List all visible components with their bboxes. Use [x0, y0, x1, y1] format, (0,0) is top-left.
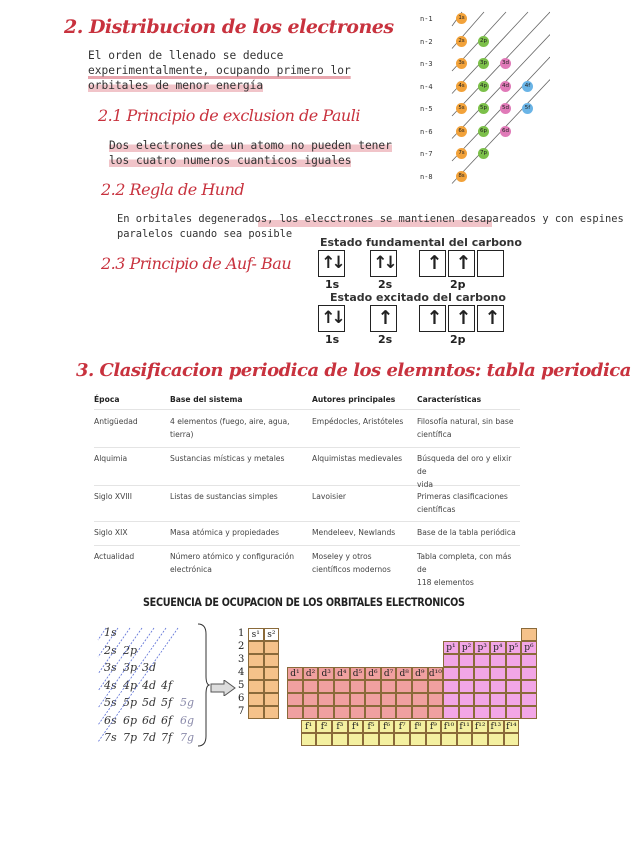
section2-title: 2. Distribucion de los electrones: [64, 16, 394, 38]
s-block-cell: [264, 654, 280, 667]
sequence-brace: [196, 622, 210, 748]
table-cell-line: Moseley y otros: [312, 552, 372, 561]
d-block-cell: [381, 706, 397, 719]
table-row: [94, 522, 520, 546]
p-block-cell: [443, 667, 459, 680]
period-number: 5: [238, 680, 245, 691]
p-block-cell: [506, 680, 522, 693]
table-cell-line: científicas: [417, 505, 456, 514]
table-header-cell: Época: [94, 395, 120, 404]
table-cell: [312, 526, 395, 539]
sequence-diagonal-arrow: [98, 628, 118, 657]
d-block-cell: [303, 680, 319, 693]
carbon-excited-title: Estado excitado del carbono: [330, 291, 506, 304]
table-cell: [94, 452, 127, 465]
table-cell-line: Listas de sustancias simples: [170, 492, 278, 501]
table-cell: [312, 490, 346, 503]
orbital-box: ↑: [370, 305, 397, 332]
d-block-cell: d¹⁰: [428, 669, 442, 679]
s-block-cell: [264, 641, 280, 654]
orbital-ball-4p: 4p: [478, 81, 489, 92]
table-header-cell: Autores principales: [312, 395, 396, 404]
table-cell-line: 118 elementos: [417, 578, 474, 587]
pauli-line: Dos electrones de un atomo no pueden tener: [109, 139, 392, 152]
orbital-ball-4f: 4f: [522, 81, 533, 92]
d-block-cell: [365, 680, 381, 693]
sequence-orbital-6d: 6d: [142, 713, 157, 727]
table-cell-line: Antigüedad: [94, 417, 138, 426]
f-block-cell: f⁴: [348, 720, 364, 733]
sequence-orbital-2p: 2p: [123, 643, 138, 657]
f-block-cell: f¹³: [488, 720, 504, 733]
orbital-box: ↑↓: [318, 250, 345, 277]
sequence-orbital-6g: 6g: [180, 713, 195, 727]
orbital-box: ↑: [448, 250, 475, 277]
d-block-cell: [287, 693, 303, 706]
orbital-label-2p: 2p: [450, 333, 466, 346]
p-block-cell: [506, 706, 522, 719]
p-block-cell: p⁵: [506, 641, 522, 654]
orbital-ball-3p: 3p: [478, 58, 489, 69]
s-block-cell: [248, 667, 264, 680]
f-block-cell: f³: [332, 720, 348, 733]
level-label: n-8: [420, 172, 433, 181]
sequence-diagonal-arrow: [98, 628, 178, 742]
table-cell-line: Búsqueda del oro y elixir de: [417, 454, 512, 476]
d-block-cell: [350, 693, 366, 706]
f-block-cell: [504, 733, 520, 746]
sequence-orbital-6f: 6f: [161, 713, 173, 727]
d-block-cell: [318, 680, 334, 693]
d-block-cell: [396, 693, 412, 706]
d-block-cell: [428, 706, 444, 719]
p-block-cell: [490, 654, 506, 667]
sequence-title: SECUENCIA DE OCUPACION DE LOS ORBITALES ELECTRONICOS: [143, 595, 465, 609]
orbital-box: ↑: [448, 305, 475, 332]
sequence-diagonal-arrow: [98, 628, 157, 709]
d-block-cell: d⁷: [381, 667, 397, 680]
orbital-box: [477, 250, 504, 277]
p-block-cell: [474, 667, 490, 680]
d-block-cell: [318, 693, 334, 706]
s-block-cell: s²: [264, 628, 280, 641]
table-cell-line: Lavoisier: [312, 492, 346, 501]
p-block-cell: [443, 706, 459, 719]
f-block-cell: f⁸: [410, 720, 426, 733]
s-block-cell: [264, 680, 280, 693]
d-block-cell: d²: [303, 667, 319, 680]
p-block-cell: [443, 693, 459, 706]
f-block-cell: f⁶: [379, 720, 395, 733]
f-block-cell: [316, 733, 332, 746]
pauli-title: 2.1 Principio de exclusion de Pauli: [98, 106, 360, 125]
s-block-cell: [264, 706, 280, 719]
table-cell: [170, 526, 279, 539]
f-block-cell: [332, 733, 348, 746]
orbital-label-2s: 2s: [378, 333, 393, 346]
orbital-ball-3d: 3d: [500, 58, 511, 69]
f-block-cell: [488, 733, 504, 746]
p-block-cell: [474, 706, 490, 719]
table-cell-line: Sustancias místicas y metales: [170, 454, 285, 463]
orbital-ball-2p: 2p: [478, 36, 489, 47]
f-block-cell: f¹⁴: [504, 720, 520, 733]
p-block-cell: p⁴: [490, 641, 506, 654]
table-cell: [170, 452, 284, 465]
p-block-cell: [459, 706, 475, 719]
d-block-cell: [396, 680, 412, 693]
table-cell-line: Base de la tabla periódica: [417, 528, 516, 537]
f-block-cell: [441, 733, 457, 746]
f-block-cell: f¹¹: [457, 720, 473, 733]
level-label: n-7: [420, 150, 433, 158]
pauli-text: [109, 138, 392, 168]
d-block-cell: [428, 680, 444, 693]
f-block-cell: f¹⁰: [441, 720, 457, 733]
orbital-label-1s: 1s: [325, 278, 340, 291]
d-block-cell: [334, 680, 350, 693]
p-block-cell: [521, 680, 537, 693]
period-number: 4: [238, 667, 245, 678]
table-cell: [312, 550, 391, 576]
orbital-box: ↑: [419, 250, 446, 277]
sequence-diagonal-arrow: [98, 628, 142, 691]
table-row: [94, 448, 520, 489]
table-cell-line: Filosofía natural, sin base: [417, 417, 514, 426]
p-block-cell: [490, 667, 506, 680]
table-cell-line: vida: [417, 480, 434, 489]
p-block-cell: [521, 667, 537, 680]
sequence-orbital-3d: 3d: [142, 661, 157, 674]
p-block-cell: [474, 693, 490, 706]
p-block-cell: [506, 667, 522, 680]
orbital-box: ↑↓: [318, 305, 345, 332]
table-cell-line: Siglo XIX: [94, 528, 128, 537]
table-cell-line: Siglo XVIII: [94, 492, 133, 501]
table-cell-line: Número atómico y configuración: [170, 552, 295, 561]
d-block-cell: [365, 706, 381, 719]
table-cell-line: científica: [417, 430, 452, 439]
p-block-cell: [459, 654, 475, 667]
f-block-cell: [379, 733, 395, 746]
d-block-cell: d⁸: [396, 667, 412, 680]
table-cell-line: tierra): [170, 430, 194, 439]
d-block-cell: [428, 693, 444, 706]
section2-intro: [88, 48, 351, 93]
f-block-cell: [394, 733, 410, 746]
orbital-ball-6d: 6d: [500, 126, 511, 137]
d-block-cell: [303, 706, 319, 719]
orbital-label-1s: 1s: [325, 333, 340, 346]
s-block-cell: [521, 628, 537, 641]
orbital-ball-6s: 6s: [456, 126, 467, 137]
table-row: [94, 411, 520, 448]
pauli-line: los cuatro numeros cuanticos iguales: [109, 154, 352, 167]
level-label: n-1: [420, 15, 433, 23]
table-header: [94, 393, 520, 410]
orbital-box: ↑↓: [370, 250, 397, 277]
table-cell: [94, 490, 132, 503]
f-block-cell: [301, 733, 317, 746]
d-block-cell: [381, 680, 397, 693]
f-block-cell: [348, 733, 364, 746]
sequence-orbital-5f: 5f: [161, 696, 173, 709]
p-block-cell: p⁶: [521, 641, 537, 654]
s-block-cell: [264, 693, 280, 706]
period-number: 7: [238, 706, 245, 717]
d-block-cell: [412, 693, 428, 706]
period-number: 3: [238, 654, 245, 665]
f-block-cell: f²: [316, 720, 332, 733]
sequence-orbital-4d: 4d: [142, 678, 157, 692]
table-cell: [312, 415, 403, 428]
s-block-cell: [248, 680, 264, 693]
sequence-orbital-6p: 6p: [123, 713, 138, 727]
orbital-ball-6p: 6p: [478, 126, 489, 137]
p-block-cell: [474, 680, 490, 693]
p-block-cell: [459, 693, 475, 706]
table-cell-line: Actualidad: [94, 552, 135, 561]
aufbau-title: 2.3 Principio de Auf- Bau: [101, 254, 292, 273]
p-block-cell: [506, 693, 522, 706]
hund-title: 2.2 Regla de Hund: [101, 180, 245, 199]
table-cell: [417, 550, 520, 589]
table-row: [94, 486, 520, 522]
d-block-cell: [318, 706, 334, 719]
sequence-orbital-7g: 7g: [180, 731, 195, 744]
sequence-orbital-5s: 5s: [104, 696, 117, 709]
d-block-cell: d³: [318, 667, 334, 680]
sequence-orbital-4p: 4p: [123, 678, 138, 692]
d-block-cell: [303, 693, 319, 706]
sequence-orbital-5g: 5g: [180, 696, 195, 709]
s-block-cell: [248, 654, 264, 667]
d-block-cell: [412, 706, 428, 719]
d-block-cell: d¹: [287, 667, 303, 680]
f-block-cell: [426, 733, 442, 746]
sequence-orbital-7d: 7d: [142, 731, 157, 744]
p-block-cell: [521, 706, 537, 719]
s-block-cell: [264, 667, 280, 680]
f-block-cell: [457, 733, 473, 746]
table-header-cell: Características: [417, 395, 482, 404]
p-block-cell: [490, 680, 506, 693]
orbital-ball-1s: 1s: [456, 13, 467, 24]
intro-line: orbitales de menor energía: [88, 79, 264, 92]
d-block-cell: [381, 693, 397, 706]
d-block-cell: [287, 706, 303, 719]
sequence-diagonal-arrow: [98, 628, 106, 640]
sequence-orbital-4f: 4f: [161, 678, 173, 692]
level-label: n-3: [420, 60, 433, 68]
intro-line: experimentalmente, ocupando primero lor: [88, 64, 351, 77]
d-block-cell: [412, 680, 428, 693]
orbital-ball-5p: 5p: [478, 103, 489, 114]
f-block-cell: f⁷: [394, 720, 410, 733]
table-cell-line: Alquimia: [94, 454, 128, 463]
d-block-cell: [334, 706, 350, 719]
table-cell: [417, 526, 516, 539]
s-block-cell: s¹: [248, 628, 264, 641]
s-block-cell: [248, 706, 264, 719]
table-cell: [312, 452, 402, 465]
table-cell: [170, 550, 294, 576]
table-cell: [94, 550, 134, 563]
p-block-cell: [459, 680, 475, 693]
table-cell-line: Empédocles, Aristóteles: [312, 417, 404, 426]
table-cell: [170, 490, 278, 503]
table-cell-line: científicos modernos: [312, 565, 391, 574]
d-block-cell: [350, 706, 366, 719]
orbital-ball-5f: 5f: [522, 103, 533, 114]
orbital-ball-3s: 3s: [456, 58, 467, 69]
f-block-cell: f⁹: [426, 720, 442, 733]
f-block-cell: f⁵: [363, 720, 379, 733]
orbital-ball-5s: 5s: [456, 103, 467, 114]
table-cell: [94, 415, 138, 428]
period-number: 6: [238, 693, 245, 704]
orbital-ball-4d: 4d: [500, 81, 511, 92]
d-block-cell: d⁵: [350, 667, 366, 680]
orbital-ball-7p: 7p: [478, 148, 489, 159]
p-block-cell: p¹: [443, 641, 459, 654]
orbital-box: ↑: [419, 305, 446, 332]
table-cell-line: Masa atómica y propiedades: [170, 528, 280, 537]
intro-line: El orden de llenado se deduce: [88, 49, 284, 62]
table-row: [94, 546, 520, 587]
p-block-cell: [506, 654, 522, 667]
hund-line: paralelos cuando sea posible: [117, 228, 293, 240]
table-cell-line: Primeras clasificaciones: [417, 492, 508, 501]
table-cell: [417, 415, 514, 441]
table-cell-line: 4 elementos (fuego, aire, agua,: [170, 417, 290, 426]
table-cell-line: Mendeleev, Newlands: [312, 528, 396, 537]
table-cell-line: electrónica: [170, 565, 212, 574]
p-block-cell: [474, 654, 490, 667]
sequence-orbital-7s: 7s: [104, 731, 117, 744]
table-cell: [94, 526, 128, 539]
d-block-cell: d⁴: [334, 667, 350, 680]
d-block-cell: [287, 680, 303, 693]
orbital-label-2s: 2s: [378, 278, 393, 291]
f-block-cell: [472, 733, 488, 746]
sequence-orbital-7f: 7f: [161, 731, 173, 744]
sequence-orbital-3p: 3p: [123, 661, 138, 674]
hund-line: En orbitales degenerados, los elecctrones se mantienen desapareados y con espines: [117, 213, 624, 225]
orbital-ball-5d: 5d: [500, 103, 511, 114]
sequence-diagonal-arrows: [94, 626, 204, 748]
p-block-cell: [521, 693, 537, 706]
sequence-orbital-6s: 6s: [104, 713, 117, 727]
sequence-orbital-7p: 7p: [123, 731, 138, 744]
p-block-cell: [443, 654, 459, 667]
level-label: n-2: [420, 37, 433, 46]
table-cell-line: Tabla completa, con más de: [417, 552, 512, 574]
orbital-ball-2s: 2s: [456, 36, 467, 47]
period-number: 2: [238, 641, 245, 652]
f-block-cell: [363, 733, 379, 746]
level-label: n-6: [420, 127, 433, 136]
p-block-cell: [459, 667, 475, 680]
aufbau-diagram: [420, 10, 550, 190]
f-block-cell: f¹²: [472, 720, 488, 733]
period-number: 1: [238, 628, 245, 639]
level-label: n-4: [420, 82, 433, 91]
table-cell: [417, 490, 508, 516]
f-block-cell: f¹: [301, 720, 317, 733]
p-block-cell: [490, 706, 506, 719]
s-block-cell: [248, 693, 264, 706]
f-block-cell: [410, 733, 426, 746]
d-block-cell: d⁶: [365, 667, 381, 680]
d-block-cell: d⁹: [412, 667, 428, 680]
orbital-label-2p: 2p: [450, 278, 466, 291]
orbital-box: ↑: [477, 305, 504, 332]
d-block-cell: [350, 680, 366, 693]
d-block-cell: [396, 706, 412, 719]
arrow-right-icon: [210, 680, 236, 696]
orbital-ball-8s: 8s: [456, 171, 467, 182]
table-header-cell: Base del sistema: [170, 395, 243, 404]
p-block-cell: [521, 654, 537, 667]
d-block-cell: [365, 693, 381, 706]
carbon-ground-title: Estado fundamental del carbono: [320, 236, 522, 249]
section3-title: 3. Clasificacion periodica de los elemntos: tabla periodica: [76, 360, 631, 381]
sequence-orbital-2s: 2s: [104, 643, 117, 657]
orbital-ball-4s: 4s: [456, 81, 467, 92]
d-block-cell: [334, 693, 350, 706]
p-block-cell: p²: [459, 641, 475, 654]
p-block-cell: [443, 680, 459, 693]
table-cell: [170, 415, 290, 441]
table-cell-line: Alquimistas medievales: [312, 454, 403, 463]
sequence-orbital-3s: 3s: [104, 661, 117, 674]
level-label: n-5: [420, 105, 433, 113]
orbital-ball-7s: 7s: [456, 148, 467, 159]
sequence-orbital-4s: 4s: [104, 678, 117, 692]
sequence-orbital-5d: 5d: [142, 696, 157, 709]
s-block-cell: [248, 641, 264, 654]
sequence-orbital-1s: 1s: [104, 626, 117, 639]
p-block-cell: p³: [474, 641, 490, 654]
sequence-diagonal-arrow: [98, 628, 130, 674]
sequence-orbital-5p: 5p: [123, 696, 138, 709]
p-block-cell: [490, 693, 506, 706]
